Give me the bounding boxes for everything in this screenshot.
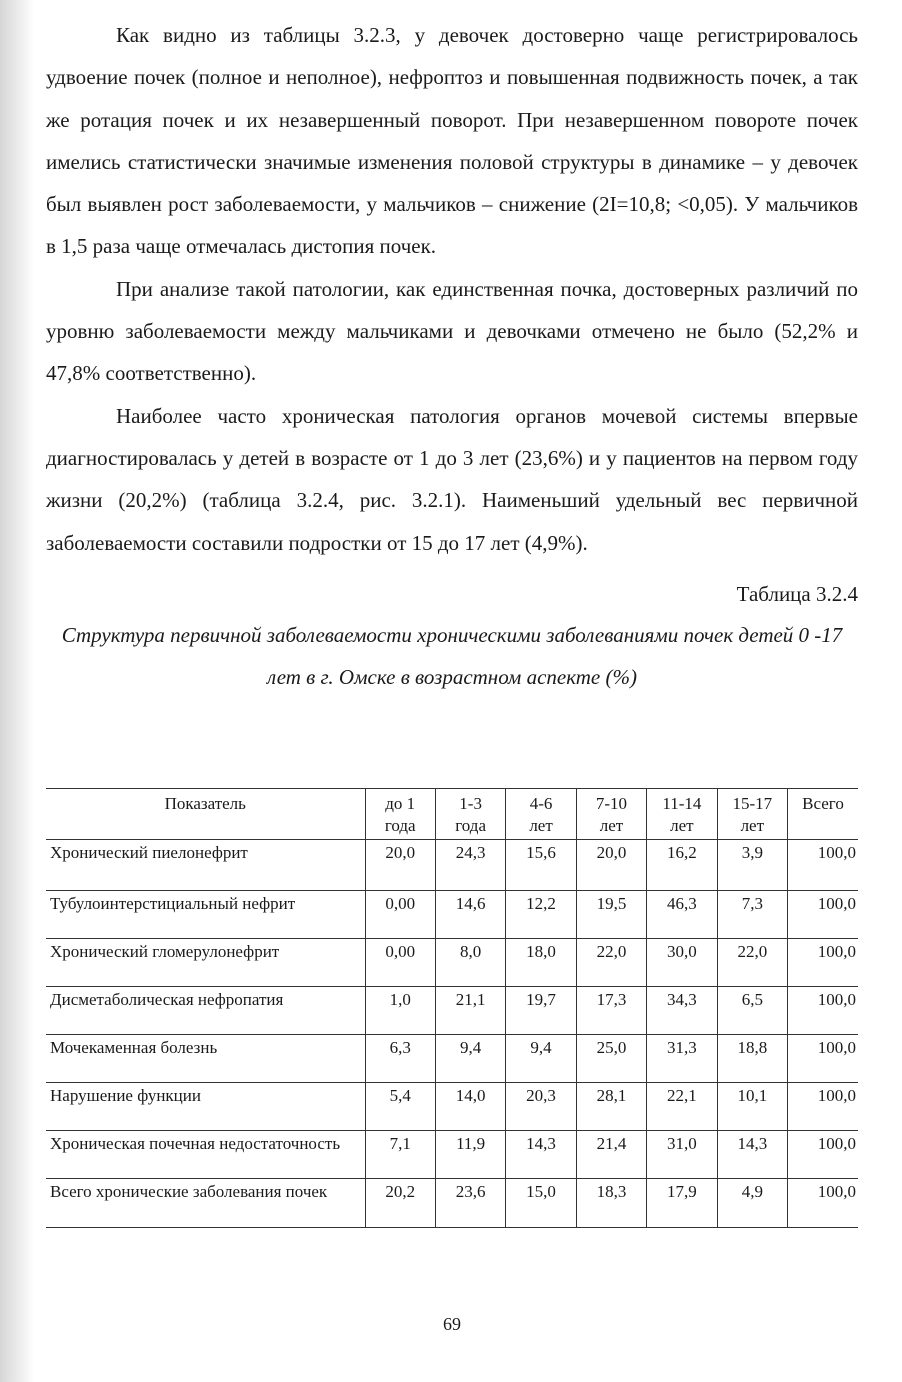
header-age-bottom: лет bbox=[740, 816, 765, 835]
cell-value: 9,4 bbox=[506, 1035, 576, 1083]
table-row bbox=[46, 1035, 858, 1083]
header-age-bottom: лет bbox=[599, 816, 624, 835]
cell-value: 7,1 bbox=[365, 1131, 435, 1179]
cell-value: 6,3 bbox=[365, 1035, 435, 1083]
cell-value: 20,0 bbox=[365, 840, 435, 891]
header-age-bottom: года bbox=[455, 816, 487, 835]
row-label: Всего хронические заболевания почек bbox=[46, 1179, 365, 1228]
header-total-label: Всего bbox=[802, 794, 844, 813]
cell-value: 11,9 bbox=[435, 1131, 505, 1179]
cell-value: 8,0 bbox=[435, 939, 505, 987]
cell-value: 25,0 bbox=[576, 1035, 646, 1083]
cell-value: 21,4 bbox=[576, 1131, 646, 1179]
table-header-row bbox=[46, 789, 858, 840]
cell-value: 22,0 bbox=[717, 939, 787, 987]
cell-total: 100,0 bbox=[788, 840, 858, 891]
header-age-bottom: года bbox=[384, 816, 416, 835]
table-row bbox=[46, 1179, 858, 1228]
paragraph-1: Как видно из таблицы 3.2.3, у девочек достоверно чаще регистрировалось удвоение почек (полное и неполное), нефроптоз и повышенная подвижность почек, а так же ротация почек и их незавершенный поворот. При незавершенном повороте почек имелись статистически значимые изменения половой структуры в динамике – у девочек был выявлен рост заболеваемости, у мальчиков – снижение (2I=10,8; <0,05). У мальчиков в 1,5 раза чаще отмечалась дистопия почек. bbox=[46, 23, 858, 259]
header-age-column bbox=[576, 789, 646, 840]
header-age-top: 7-10 bbox=[595, 794, 628, 813]
cell-value: 4,9 bbox=[717, 1179, 787, 1228]
table-caption: Структура первичной заболеваемости хроническими заболеваниями почек детей 0 -17 лет в г. Омске в возрастном аспекте (%) bbox=[61, 622, 843, 689]
paragraph-3: Наиболее часто хроническая патология органов мочевой системы впервые диагностировалась у детей в возрасте от 1 до 3 лет (23,6%) и у пациентов на первом году жизни (20,2%) (таблица 3.2.4, рис. 3.2.1). Наименьший удельный вес первичной заболеваемости составили подростки от 15 до 17 лет (4,9%). bbox=[46, 403, 858, 555]
row-label: Дисметаболическая нефропатия bbox=[46, 987, 365, 1035]
table-row bbox=[46, 840, 858, 891]
cell-value: 14,6 bbox=[435, 891, 505, 939]
cell-value: 16,2 bbox=[647, 840, 717, 891]
cell-value: 3,9 bbox=[717, 840, 787, 891]
header-age-column bbox=[435, 789, 505, 840]
cell-value: 20,3 bbox=[506, 1083, 576, 1131]
cell-value: 31,0 bbox=[647, 1131, 717, 1179]
row-label: Нарушение функции bbox=[46, 1083, 365, 1131]
cell-value: 30,0 bbox=[647, 939, 717, 987]
row-label: Хронический пиелонефрит bbox=[46, 840, 365, 891]
cell-value: 5,4 bbox=[365, 1083, 435, 1131]
cell-value: 0,00 bbox=[365, 891, 435, 939]
cell-value: 31,3 bbox=[647, 1035, 717, 1083]
header-age-column bbox=[365, 789, 435, 840]
cell-total: 100,0 bbox=[788, 987, 858, 1035]
header-age-bottom: лет bbox=[529, 816, 553, 835]
table-number: Таблица 3.2.4 bbox=[736, 581, 858, 606]
cell-value: 19,5 bbox=[576, 891, 646, 939]
cell-value: 46,3 bbox=[647, 891, 717, 939]
incidence-table bbox=[46, 788, 858, 1228]
header-age-top: 11-14 bbox=[662, 794, 702, 813]
cell-value: 14,3 bbox=[717, 1131, 787, 1179]
header-age-bottom: лет bbox=[670, 816, 694, 835]
cell-value: 22,1 bbox=[647, 1083, 717, 1131]
row-label: Мочекаменная болезнь bbox=[46, 1035, 365, 1083]
cell-value: 20,0 bbox=[576, 840, 646, 891]
header-total-column bbox=[788, 789, 858, 840]
cell-value: 17,9 bbox=[647, 1179, 717, 1228]
cell-value: 1,0 bbox=[365, 987, 435, 1035]
cell-value: 12,2 bbox=[506, 891, 576, 939]
cell-value: 28,1 bbox=[576, 1083, 646, 1131]
table-row bbox=[46, 891, 858, 939]
cell-value: 21,1 bbox=[435, 987, 505, 1035]
cell-value: 14,0 bbox=[435, 1083, 505, 1131]
cell-total: 100,0 bbox=[788, 1179, 858, 1228]
table-row bbox=[46, 939, 858, 987]
cell-value: 7,3 bbox=[717, 891, 787, 939]
header-indicator: Показатель bbox=[46, 789, 365, 840]
header-age-top: 1-3 bbox=[459, 794, 482, 813]
document-page bbox=[46, 14, 858, 1334]
header-age-column bbox=[506, 789, 576, 840]
cell-value: 23,6 bbox=[435, 1179, 505, 1228]
cell-value: 22,0 bbox=[576, 939, 646, 987]
cell-value: 15,0 bbox=[506, 1179, 576, 1228]
cell-value: 15,6 bbox=[506, 840, 576, 891]
cell-total: 100,0 bbox=[788, 891, 858, 939]
row-label: Хронический гломерулонефрит bbox=[46, 939, 365, 987]
header-age-top: до 1 bbox=[385, 794, 416, 813]
row-label: Хроническая почечная недостаточность bbox=[46, 1131, 365, 1179]
cell-value: 9,4 bbox=[435, 1035, 505, 1083]
cell-value: 18,8 bbox=[717, 1035, 787, 1083]
cell-value: 18,0 bbox=[506, 939, 576, 987]
cell-total: 100,0 bbox=[788, 1083, 858, 1131]
header-age-column bbox=[717, 789, 787, 840]
cell-value: 0,00 bbox=[365, 939, 435, 987]
book-spine-shadow bbox=[0, 0, 34, 1382]
cell-value: 24,3 bbox=[435, 840, 505, 891]
cell-total: 100,0 bbox=[788, 1131, 858, 1179]
cell-value: 17,3 bbox=[576, 987, 646, 1035]
page-number: 69 bbox=[443, 1314, 461, 1334]
cell-value: 19,7 bbox=[506, 987, 576, 1035]
paragraph-2: При анализе такой патологии, как единственная почка, достоверных различий по уровню заболеваемости между мальчиками и девочками отмечено не было (52,2% и 47,8% соответственно). bbox=[46, 276, 858, 386]
cell-value: 20,2 bbox=[365, 1179, 435, 1228]
cell-value: 34,3 bbox=[647, 987, 717, 1035]
cell-value: 6,5 bbox=[717, 987, 787, 1035]
cell-total: 100,0 bbox=[788, 1035, 858, 1083]
cell-value: 18,3 bbox=[576, 1179, 646, 1228]
cell-value: 10,1 bbox=[717, 1083, 787, 1131]
row-label: Тубулоинтерстициальный нефрит bbox=[46, 891, 365, 939]
cell-total: 100,0 bbox=[788, 939, 858, 987]
table-row bbox=[46, 1131, 858, 1179]
header-age-column bbox=[647, 789, 717, 840]
cell-value: 14,3 bbox=[506, 1131, 576, 1179]
table-row bbox=[46, 1083, 858, 1131]
header-age-top: 15-17 bbox=[732, 794, 773, 813]
table-row bbox=[46, 987, 858, 1035]
header-age-top: 4-6 bbox=[529, 794, 553, 813]
